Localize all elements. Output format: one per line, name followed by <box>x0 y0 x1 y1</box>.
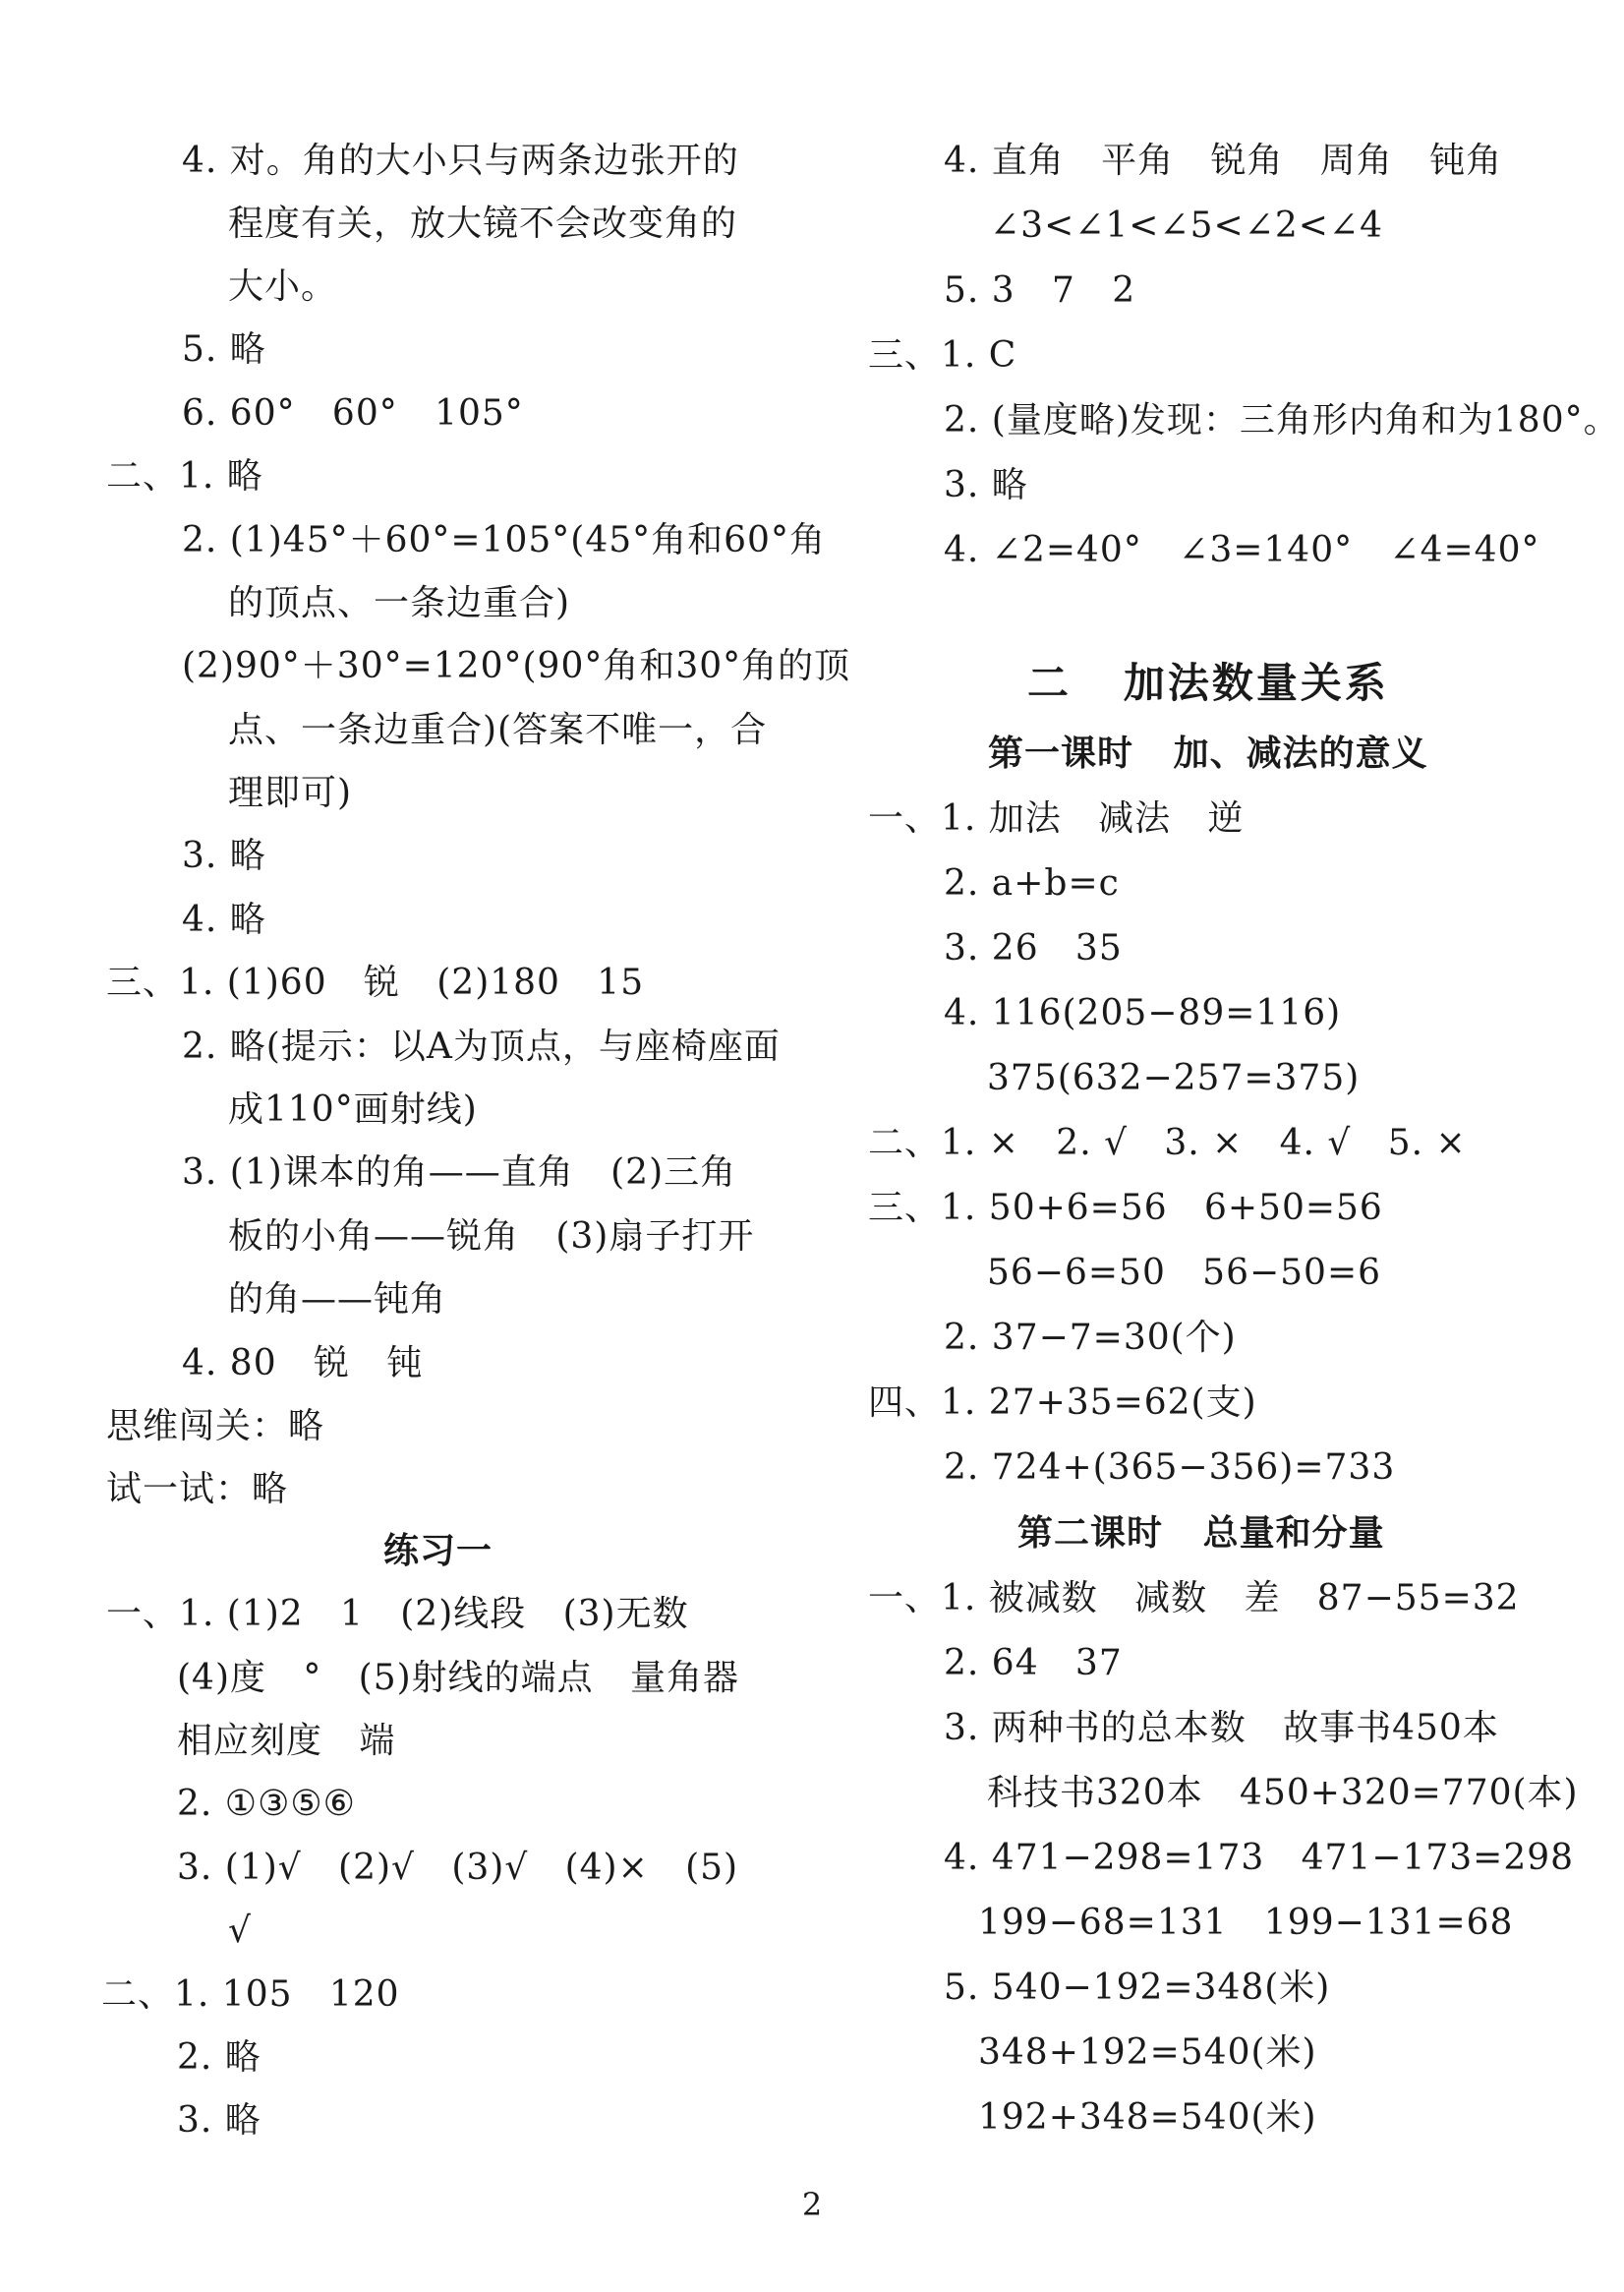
answer-line: 2. (1)45°＋60°=105°(45°角和60°角 <box>182 520 826 560</box>
lesson-heading: 第一课时 加、减法的意义 <box>988 734 1428 774</box>
answer-line: 2. (量度略)发现：三角形内角和为180°。 <box>944 400 1620 441</box>
answer-line: 3. 两种书的总本数 故事书450本 <box>944 1708 1499 1748</box>
answer-line: 375(632−257=375) <box>987 1058 1361 1098</box>
answer-line: 一、1. (1)2 1 (2)线段 (3)无数 <box>106 1594 689 1634</box>
answer-line: 四、1. 27+35=62(支) <box>868 1382 1257 1423</box>
answer-line: 348+192=540(米) <box>978 2032 1317 2073</box>
answer-line: 2. a+b=c <box>944 863 1120 904</box>
answer-line: 二、1. × 2. √ 3. × 4. √ 5. × <box>868 1123 1467 1163</box>
answer-line: 2. 略 <box>177 2037 261 2078</box>
answer-line: 2. 724+(365−356)=733 <box>944 1447 1396 1488</box>
answer-line: 板的小角——锐角 (3)扇子打开 <box>228 1216 755 1257</box>
answer-line: 相应刻度 端 <box>177 1721 396 1761</box>
answer-line: 的角——钝角 <box>228 1279 447 1320</box>
answer-line: 4. ∠2=40° ∠3=140° ∠4=40° <box>944 530 1540 570</box>
page-number: 2 <box>801 2186 823 2223</box>
answer-line: 4. 对。角的大小只与两条边张开的 <box>182 141 739 181</box>
answer-line: 4. 略 <box>182 900 266 940</box>
answer-line: 2. 64 37 <box>944 1643 1123 1683</box>
answer-line: 5. 540−192=348(米) <box>944 1968 1331 2008</box>
answer-line: 一、1. 被减数 减数 差 87−55=32 <box>868 1578 1520 1618</box>
answer-line: 三、1. C <box>868 335 1017 376</box>
answer-line: 2. 37−7=30(个) <box>944 1318 1237 1358</box>
lesson-heading: 第二课时 总量和分量 <box>1017 1513 1385 1554</box>
answer-line: 6. 60° 60° 105° <box>182 393 524 434</box>
answer-line: 2. ①③⑤⑥ <box>177 1784 356 1824</box>
answer-line: 思维闯关：略 <box>106 1406 325 1446</box>
answer-line: 3. (1)课本的角——直角 (2)三角 <box>182 1152 737 1193</box>
answer-line: 5. 略 <box>182 329 266 370</box>
answer-line: 科技书320本 450+320=770(本) <box>987 1773 1579 1813</box>
answer-line: 2. 略(提示：以A为顶点，与座椅座面 <box>182 1027 781 1067</box>
answer-line: 的顶点、一条边重合) <box>228 583 571 623</box>
answer-line: 5. 3 7 2 <box>944 270 1136 311</box>
answer-line: 192+348=540(米) <box>978 2097 1317 2138</box>
answer-line: 56−6=50 56−50=6 <box>987 1253 1382 1293</box>
chapter-title: 二 加法数量关系 <box>1027 659 1389 707</box>
answer-line: (2)90°＋30°=120°(90°角和30°角的顶 <box>182 646 851 686</box>
answer-line: 3. 26 35 <box>944 928 1123 969</box>
answer-line: 三、1. 50+6=56 6+50=56 <box>868 1188 1383 1228</box>
answer-line: 理即可) <box>228 773 353 813</box>
section-heading: 练习一 <box>383 1531 493 1571</box>
answer-line: 4. 471−298=173 471−173=298 <box>944 1838 1575 1878</box>
answer-line: 3. (1)√ (2)√ (3)√ (4)× (5) <box>177 1848 739 1888</box>
answer-line: 点、一条边重合)(答案不唯一，合 <box>228 710 768 750</box>
answer-line: 二、1. 略 <box>106 456 263 497</box>
answer-line: 4. 80 锐 钝 <box>182 1343 424 1383</box>
answer-line: 二、1. 105 120 <box>101 1974 400 2015</box>
answer-line: 199−68=131 199−131=68 <box>978 1903 1514 1943</box>
answer-line: 3. 略 <box>944 465 1028 505</box>
answer-line: 4. 116(205−89=116) <box>944 993 1342 1033</box>
answer-line: 试一试：略 <box>106 1469 289 1509</box>
answer-line: 3. 略 <box>177 2100 261 2141</box>
answer-line: √ <box>228 1910 252 1951</box>
answer-line: 大小。 <box>228 266 338 307</box>
answer-line: 4. 直角 平角 锐角 周角 钝角 <box>944 141 1503 181</box>
answer-line: 成110°画射线) <box>228 1089 478 1130</box>
answer-line: 一、1. 加法 减法 逆 <box>868 798 1245 839</box>
answer-line: 程度有关，放大镜不会改变角的 <box>228 204 738 244</box>
answer-line: ∠3<∠1<∠5<∠2<∠4 <box>990 206 1383 246</box>
answer-line: 3. 略 <box>182 836 266 876</box>
answer-line: (4)度 ° (5)射线的端点 量角器 <box>177 1658 739 1698</box>
answer-line: 三、1. (1)60 锐 (2)180 15 <box>106 963 645 1003</box>
